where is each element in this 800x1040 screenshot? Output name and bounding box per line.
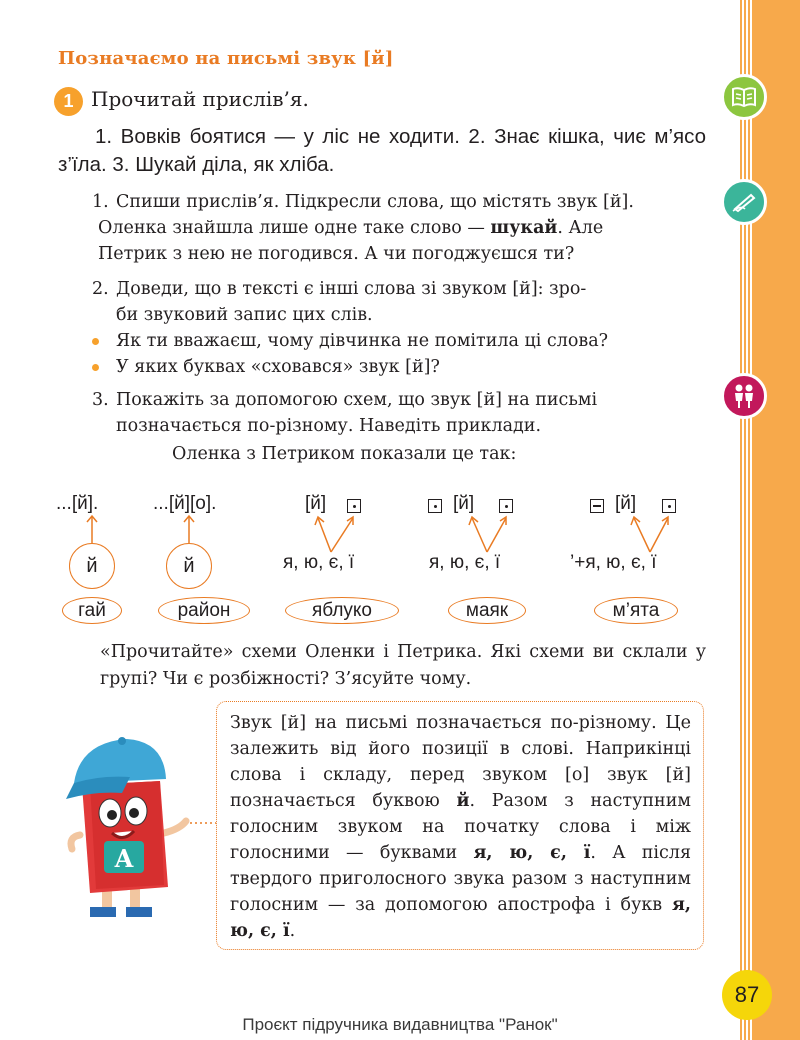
item-line: Оленка з Петриком показали це так:	[172, 444, 517, 464]
scheme-4-vowel-box	[499, 499, 513, 513]
rule-highlight: й	[456, 791, 470, 811]
scheme-4-letters: я, ю, є, ї	[429, 552, 501, 573]
scheme-5-consonant-box	[590, 499, 604, 513]
scheme-1-word: гай	[62, 597, 122, 624]
item-line: Покажіть за допомогою схем, що звук [й] на письмі	[116, 390, 598, 410]
task-number-badge: 1	[54, 87, 83, 116]
item-line: Доведи, що в тексті є інші слова зі звуком [й]: зро-	[116, 279, 587, 299]
rule-highlight: я, ю, є, ї	[230, 895, 691, 941]
scheme-3-vowel-box	[347, 499, 361, 513]
item-line: Петрик з нею не погодився. А чи погоджуєшся ти?	[98, 244, 575, 264]
rule-text: Звук [й] на письмі позначається по-різному. Це залежить від його позиції в слові. Наприкінці слова і складу, перед звуком [о] звук [й] позначається буквою	[230, 713, 691, 811]
scheme-3-letters: я, ю, є, ї	[283, 552, 355, 573]
scheme-4-transcription: [й]	[453, 493, 475, 514]
scheme-3-transcription: [й]	[305, 493, 327, 514]
item-number: 1.	[92, 192, 109, 212]
rule-text: . Разом з наступним голосним звуком на початку слова і між голосними — буквами	[230, 791, 691, 863]
item-line: би звуковий запис цих слів.	[116, 305, 373, 325]
rule-text: .	[289, 921, 296, 941]
scheme-1-letter: й	[69, 543, 115, 589]
scheme-4-vowel-box	[428, 499, 442, 513]
scheme-5-transcription: [й]	[615, 493, 637, 514]
scheme-2-letter: й	[166, 543, 212, 589]
discussion-paragraph: «Прочитайте» схеми Оленки і Петрика. Які схеми ви склали у групі? Чи є розбіжності? З’ясуйте чому.	[100, 642, 706, 689]
section-title: Позначаємо на письмі звук [й]	[58, 48, 394, 69]
item-line: Спиши прислів’я. Підкресли слова, що містять звук [й].	[116, 192, 634, 212]
scheme-1-transcription: ...[й].	[56, 493, 99, 514]
scheme-5-vowel-box	[662, 499, 676, 513]
rule-text: . А після твердого приголосного звука разом з наступним голосним — за допомогою апострофа і букв	[230, 843, 691, 915]
scheme-3-word: яблуко	[285, 597, 399, 624]
bullet-text: У яких буквах «сховався» звук [й]?	[116, 357, 440, 377]
item-keyword: шукай	[490, 218, 558, 238]
book-mascot-image	[60, 725, 220, 925]
item-text: Оленка знайшла лише одне таке слово —	[98, 218, 491, 238]
task-title: Прочитай прислів’я.	[91, 87, 309, 111]
footer-publisher: Проєкт підручника видавництва "Ранок"	[242, 1015, 558, 1034]
proverbs-paragraph: 1. Вовків боятися — у ліс не ходити. 2. Знає кішка, чиє м’ясо з’їла. 3. Шукай діла, як хліба.	[58, 125, 706, 176]
rule-box	[216, 701, 704, 950]
scheme-2-word: район	[158, 597, 250, 624]
item-line: позначається по-різному. Наведіть приклади.	[116, 416, 542, 436]
rule-highlight: я, ю, є, ї	[473, 843, 591, 863]
item-number: 3.	[92, 390, 109, 410]
scheme-2-transcription: ...[й][о].	[153, 493, 217, 514]
page-number: 87	[722, 970, 772, 1020]
scheme-4-word: маяк	[448, 597, 526, 624]
scheme-5-letters: ’+я, ю, є, ї	[570, 552, 657, 573]
item-text: . Але	[557, 218, 604, 238]
scheme-5-word: м’ята	[594, 597, 678, 624]
bullet-text: Як ти вважаєш, чому дівчинка не помітила ці слова?	[116, 331, 609, 351]
mascot-letter: А	[114, 844, 134, 873]
item-number: 2.	[92, 279, 109, 299]
